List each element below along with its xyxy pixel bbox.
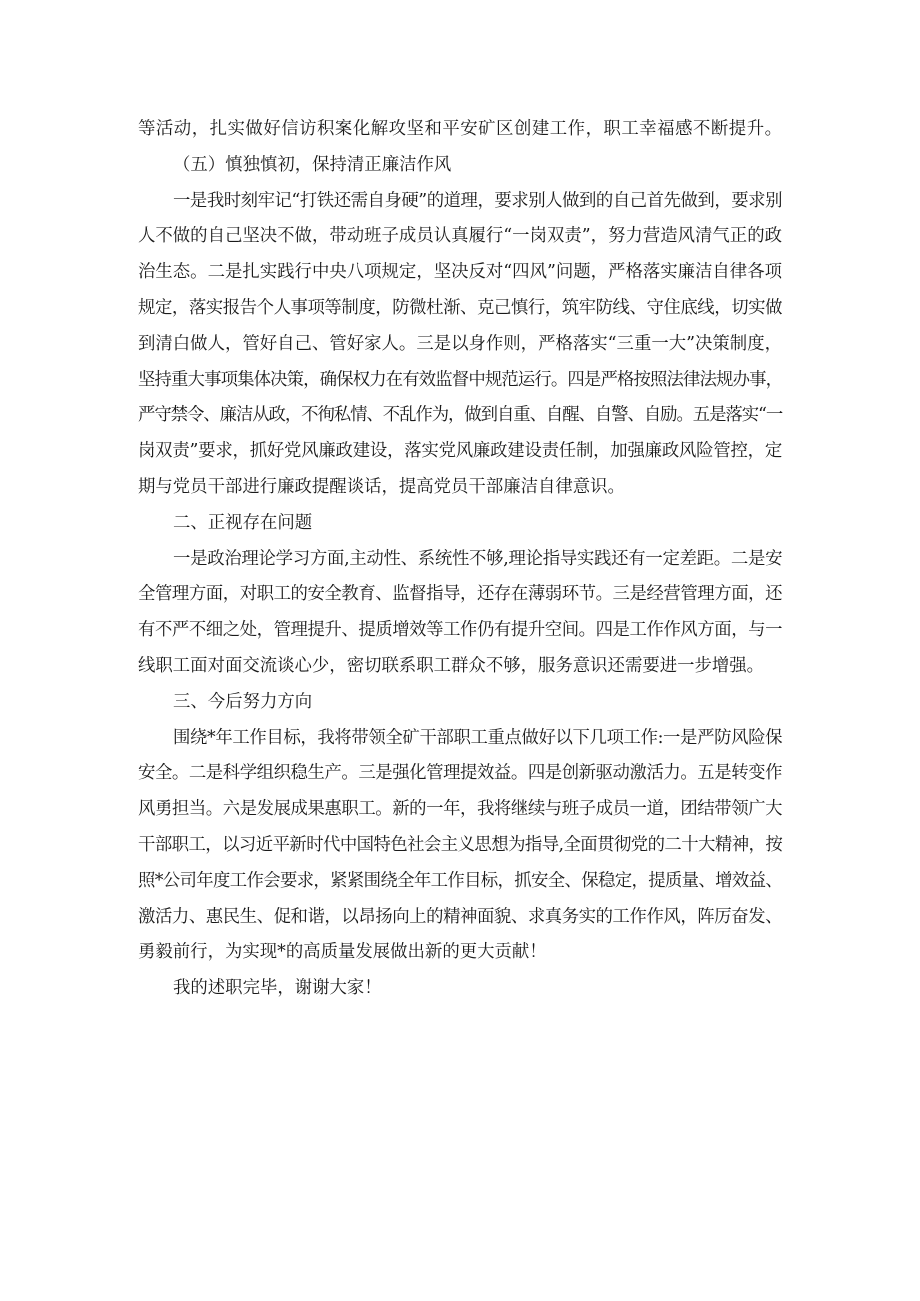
text-line: 有不严不细之处，管理提升、提质增效等工作仍有提升空间。四是工作作风方面，与一 bbox=[138, 620, 782, 641]
text-line: 等活动，扎实做好信访积案化解攻坚和平安矿区创建工作，职工幸福感不断提升。 bbox=[138, 119, 782, 139]
text-line: 安全。二是科学组织稳生产。三是强化管理提效益。四是创新驱动激活力。五是转变作 bbox=[138, 763, 782, 784]
text-line: 坚持重大事项集体决策，确保权力在有效监督中规范运行。四是严格按照法律法规办事， bbox=[138, 369, 782, 390]
text-line: 规定，落实报告个人事项等制度，防微杜渐、克己慎行，筑牢防线、守住底线，切实做 bbox=[138, 297, 782, 318]
document-page bbox=[138, 112, 782, 1007]
text-line: 照*公司年度工作会要求，紧紧围绕全年工作目标，抓安全、保稳定，提质量、增效益、 bbox=[138, 870, 782, 891]
text-line: 激活力、惠民生、促和谐，以昂扬向上的精神面貌、求真务实的工作作风，阵厉奋发、 bbox=[138, 906, 782, 927]
text-line: 勇毅前行，为实现*的高质量发展做出新的更大贡献！ bbox=[138, 942, 547, 963]
text-line: 一是政治理论学习方面,主动性、系统性不够,理论指导实践还有一定差距。二是安 bbox=[173, 548, 782, 569]
section-heading: 二、正视存在问题 bbox=[173, 512, 313, 533]
text-line: 严守禁令、廉洁从政，不徇私情、不乱作为，做到自重、自醒、自警、自励。五是落实“一 bbox=[138, 405, 782, 426]
text-line: 干部职工，以习近平新时代中国特色社会主义思想为指导,全面贯彻党的二十大精神，按 bbox=[138, 834, 782, 855]
text-line: 岗双责”要求，抓好党风廉政建设，落实党风廉政建设责任制，加强廉政风险管控，定 bbox=[138, 441, 782, 462]
text-line: 人不做的自己坚决不做，带动班子成员认真履行“一岗双责”，努力营造风清气正的政 bbox=[138, 226, 782, 247]
text-line: 线职工面对面交流谈心少，密切联系职工群众不够，服务意识还需要进一步增强。 bbox=[138, 655, 765, 676]
text-line: 全管理方面，对职工的安全教育、监督指导，还存在薄弱环节。三是经营管理方面，还 bbox=[138, 584, 782, 605]
text-line: 一是我时刻牢记“打铁还需自身硬”的道理，要求别人做到的自己首先做到，要求别 bbox=[173, 190, 782, 211]
section-heading: 三、今后努力方向 bbox=[173, 691, 313, 712]
section-heading: （五）慎独慎初，保持清正廉洁作风 bbox=[173, 154, 452, 175]
closing-line: 我的述职完毕，谢谢大家！ bbox=[173, 978, 382, 999]
text-line: 期与党员干部进行廉政提醒谈话，提高党员干部廉洁自律意识。 bbox=[138, 476, 625, 497]
text-line: 风勇担当。六是发展成果惠职工。新的一年，我将继续与班子成员一道，团结带领广大 bbox=[138, 799, 782, 820]
text-line: 到清白做人，管好自己、管好家人。三是以身作则，严格落实“三重一大”决策制度， bbox=[138, 333, 782, 354]
text-line: 治生态。二是扎实践行中央八项规定，坚决反对“四风”问题，严格落实廉洁自律各项 bbox=[138, 262, 782, 283]
text-line: 围绕*年工作目标，我将带领全矿干部职工重点做好以下几项工作:一是严防风险保 bbox=[173, 727, 782, 748]
